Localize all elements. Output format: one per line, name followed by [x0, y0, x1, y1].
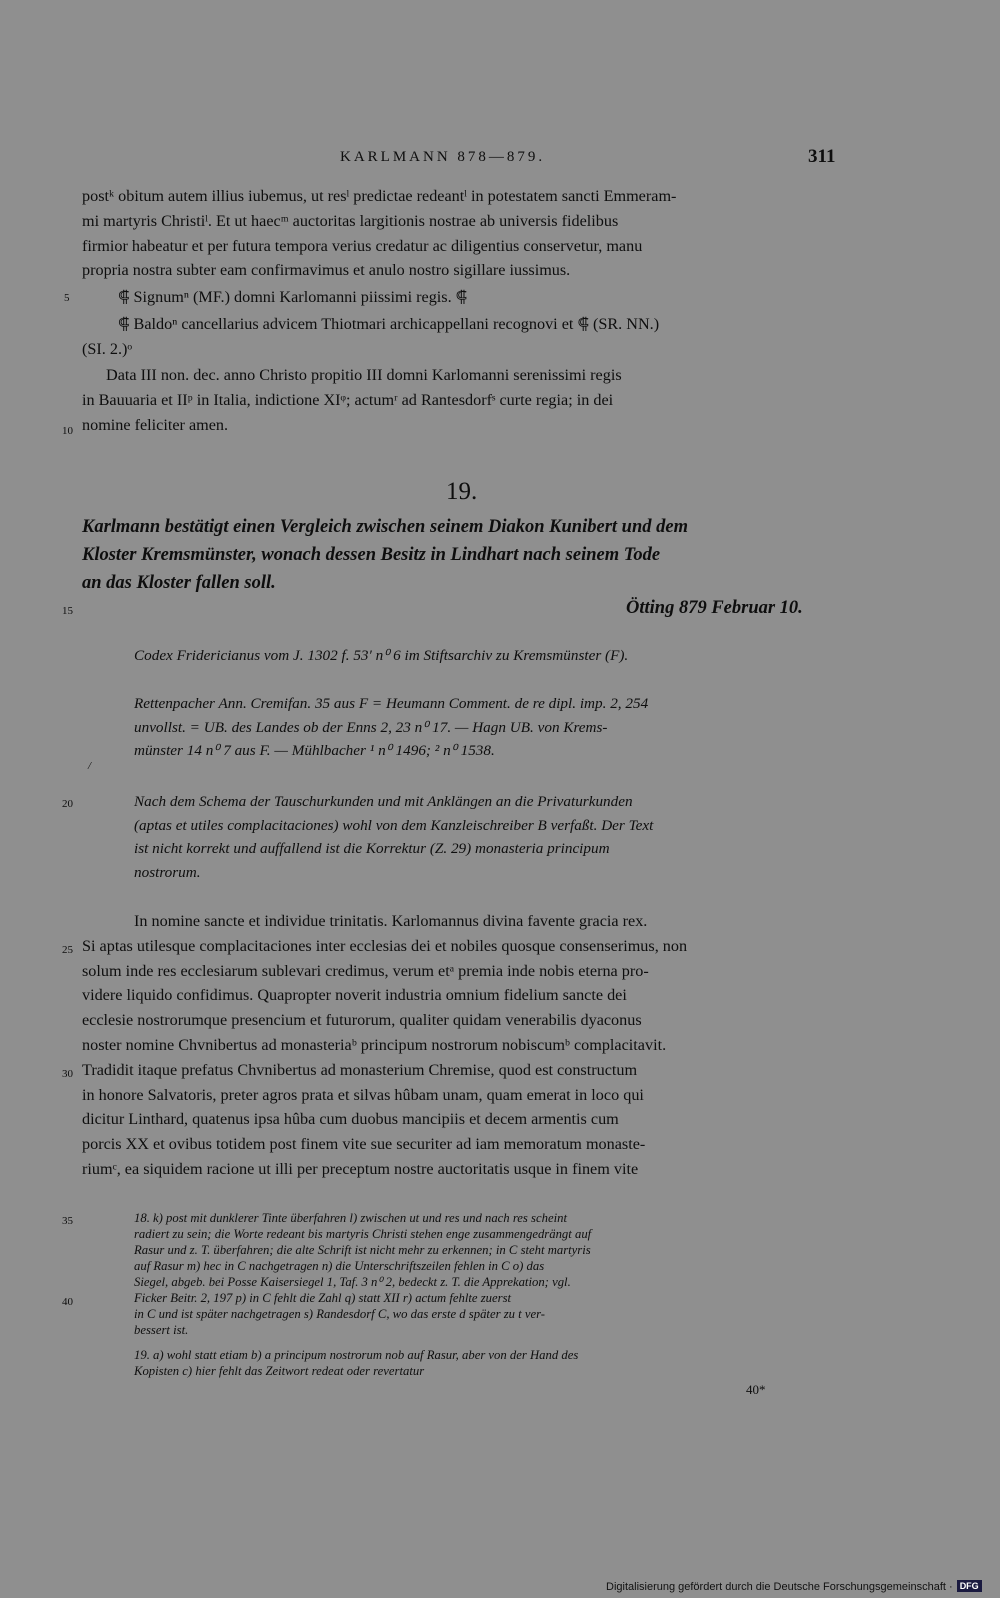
- place-date-text: Ötting 879 Februar 10.: [626, 598, 803, 618]
- line-number: 20: [62, 798, 73, 810]
- footnotes-doc18: [134, 1210, 844, 1338]
- dfg-logo: DFG: [957, 1580, 982, 1592]
- footnote-line: Ficker Beitr. 2, 197 p) in C fehlt die Zahl q) statt XII r) actum fehlte zuerst: [134, 1291, 512, 1305]
- text-line: porcis XX et ovibus totidem post finem vite sue securiter ad iam memoratum monaste-: [82, 1135, 646, 1154]
- source-note: [134, 644, 628, 668]
- footnote-line: Rasur und z. T. überfahren; die alte Schrift ist nicht mehr zu erkennen; in C steht martyris: [134, 1243, 591, 1257]
- commentary-line: nostrorum.: [134, 863, 201, 881]
- line-number: 15: [62, 605, 73, 617]
- text-line: nomine feliciter amen.: [82, 415, 229, 434]
- regest-line: Karlmann bestätigt einen Vergleich zwischen seinem Diakon Kunibert und dem: [82, 517, 688, 537]
- text-line: videre liquido confidimus. Quapropter noverit industria omnium fidelium sancte dei: [82, 986, 627, 1005]
- editions-note: [134, 692, 834, 763]
- page-number: 311: [808, 146, 836, 167]
- line-number: 5: [64, 292, 70, 304]
- text-line: mi martyris Christiˡ. Et ut haecᵐ auctoritas largitionis nostrae ab universis fidelibus: [82, 211, 619, 230]
- text-line: dicitur Linthard, quatenus ipsa hûba cum duobus mancipiis et decem armentis cum: [82, 1110, 619, 1129]
- line-number: 25: [62, 944, 73, 956]
- edition-line: münster 14 n⁰ 7 aus F. — Mühlbacher ¹ n⁰ 1496; ² n⁰ 1538.: [134, 742, 495, 760]
- text-line: noster nomine Chvnibertus ad monasteriaᵇ principum nostrorum nobiscumᵇ complacitavit.: [82, 1035, 667, 1054]
- footnote-line: 18. k) post mit dunklerer Tinte überfahren l) zwischen ut und res und nach res scheint: [134, 1211, 567, 1225]
- footnote-line: radiert zu sein; die Worte redeant bis martyris Christi stehen enge zusammengedrängt auf: [134, 1227, 592, 1241]
- commentary: [134, 790, 834, 884]
- text-line: Si aptas utilesque complacitaciones inter ecclesias dei et nobiles quosque consenserimus, non: [82, 936, 688, 955]
- line-number: 35: [62, 1215, 73, 1227]
- text-line: ⸿ Baldoⁿ cancellarius advicem Thiotmari archicappellani recognovi et ⸿ (SR. NN.): [118, 315, 660, 333]
- doc18-dating: [82, 363, 832, 437]
- text-line: Data III non. dec. anno Christo propitio III domni Karlomanni serenissimi regis: [106, 366, 622, 384]
- running-title: KARLMANN 878—879.: [340, 149, 546, 165]
- text-line: riumᶜ, ea siquidem racione ut illi per preceptum nostre auctoritatis usque in finem vite: [82, 1159, 639, 1178]
- footnote-line: Siegel, abgeb. bei Posse Kaisersiegel 1, Taf. 3 n⁰ 2, bedeckt z. T. die Apprekation; vgl.: [134, 1275, 571, 1289]
- margin-mark: /: [88, 760, 92, 772]
- text-line: propria nostra subter eam confirmavimus et anulo nostro sigillare iussimus.: [82, 261, 571, 280]
- document-number: 19.: [446, 478, 478, 505]
- text-line: Tradidit itaque prefatus Chvnibertus ad monasterium Chremise, quod est constructum: [82, 1060, 638, 1079]
- regest: [82, 513, 832, 597]
- regest-line: Kloster Kremsmünster, wonach dessen Besitz in Lindhart nach seinem Tode: [82, 545, 661, 565]
- text-line: In nomine sancte et individue trinitatis. Karlomannus divina favente gracia rex.: [134, 912, 648, 930]
- text-line: in honore Salvatoris, preter agros prata et silvas hûbam unam, quam emerat in loco qui: [82, 1085, 644, 1104]
- text-line: ecclesie nostrorumque presencium et futurorum, qualiter quidam venerabilis dyaconus: [82, 1011, 642, 1030]
- charter-text: [82, 909, 842, 1182]
- text-line: in Bauuaria et IIᵖ in Italia, indictione XIᵠ; actumʳ ad Rantesdorfˢ curte regia; in dei: [82, 390, 614, 409]
- line-number: 40: [62, 1296, 73, 1308]
- footnotes-doc19: [134, 1347, 844, 1379]
- footnote-line: in C und ist später nachgetragen s) Randesdorf C, wo das erste d später zu t ver-: [134, 1307, 546, 1321]
- commentary-line: Nach dem Schema der Tauschurkunden und mit Anklängen an die Privaturkunden: [134, 793, 633, 810]
- funding-text: Digitalisierung gefördert durch die Deutsche Forschungsgemeinschaft ·: [606, 1581, 953, 1593]
- line-number: 10: [62, 425, 73, 437]
- footnote-line: Kopisten c) hier fehlt das Zeitwort redeat oder revertatur: [134, 1364, 425, 1378]
- footnote-line: auf Rasur m) hec in C nachgetragen n) die Unterschriftszeilen fehlen in C o) das: [134, 1259, 545, 1273]
- source-text: Codex Fridericianus vom J. 1302 f. 53′ n⁰ 6 im Stiftsarchiv zu Kremsmünster (F).: [134, 647, 629, 664]
- footnote-line: bessert ist.: [134, 1323, 189, 1337]
- text-line: firmior habeatur et per futura tempora verius credatur ac diligentius conservetur, manu: [82, 236, 643, 255]
- footnote-line: 19. a) wohl statt etiam b) a principum nostrorum nob auf Rasur, aber von der Hand des: [134, 1348, 579, 1362]
- place-date: [626, 594, 803, 622]
- sheet-signature: 40*: [746, 1382, 766, 1397]
- doc18-signum-line: [118, 285, 467, 310]
- text-line: (SI. 2.)ᵒ: [82, 339, 133, 358]
- regest-line: an das Kloster fallen soll.: [82, 573, 276, 593]
- line-number: 30: [62, 1068, 73, 1080]
- commentary-line: ist nicht korrekt und auffallend ist die Korrektur (Z. 29) monasteria principum: [134, 840, 610, 858]
- text-line: ⸿ Signumⁿ (MF.) domni Karlomanni piissimi regis. ⸿: [118, 288, 468, 306]
- edition-line: unvollst. = UB. des Landes ob der Enns 2, 23 n⁰ 17. — Hagn UB. von Krems-: [134, 718, 608, 736]
- text-line: postᵏ obitum autem illius iubemus, ut resˡ predictae redeantˡ in potestatem sancti Emmeram-: [82, 187, 677, 205]
- doc18-recognition: [82, 312, 832, 362]
- funding-footer: [606, 1580, 982, 1593]
- edition-line: Rettenpacher Ann. Cremifan. 35 aus F = Heumann Comment. de re dipl. imp. 2, 254: [134, 695, 649, 712]
- doc18-closing-text: [82, 184, 832, 283]
- commentary-line: (aptas et utiles complacitaciones) wohl von dem Kanzleischreiber B verfaßt. Der Text: [134, 816, 654, 834]
- text-line: solum inde res ecclesiarum sublevari credimus, verum etᵃ premia inde nobis eterna pro-: [82, 961, 649, 980]
